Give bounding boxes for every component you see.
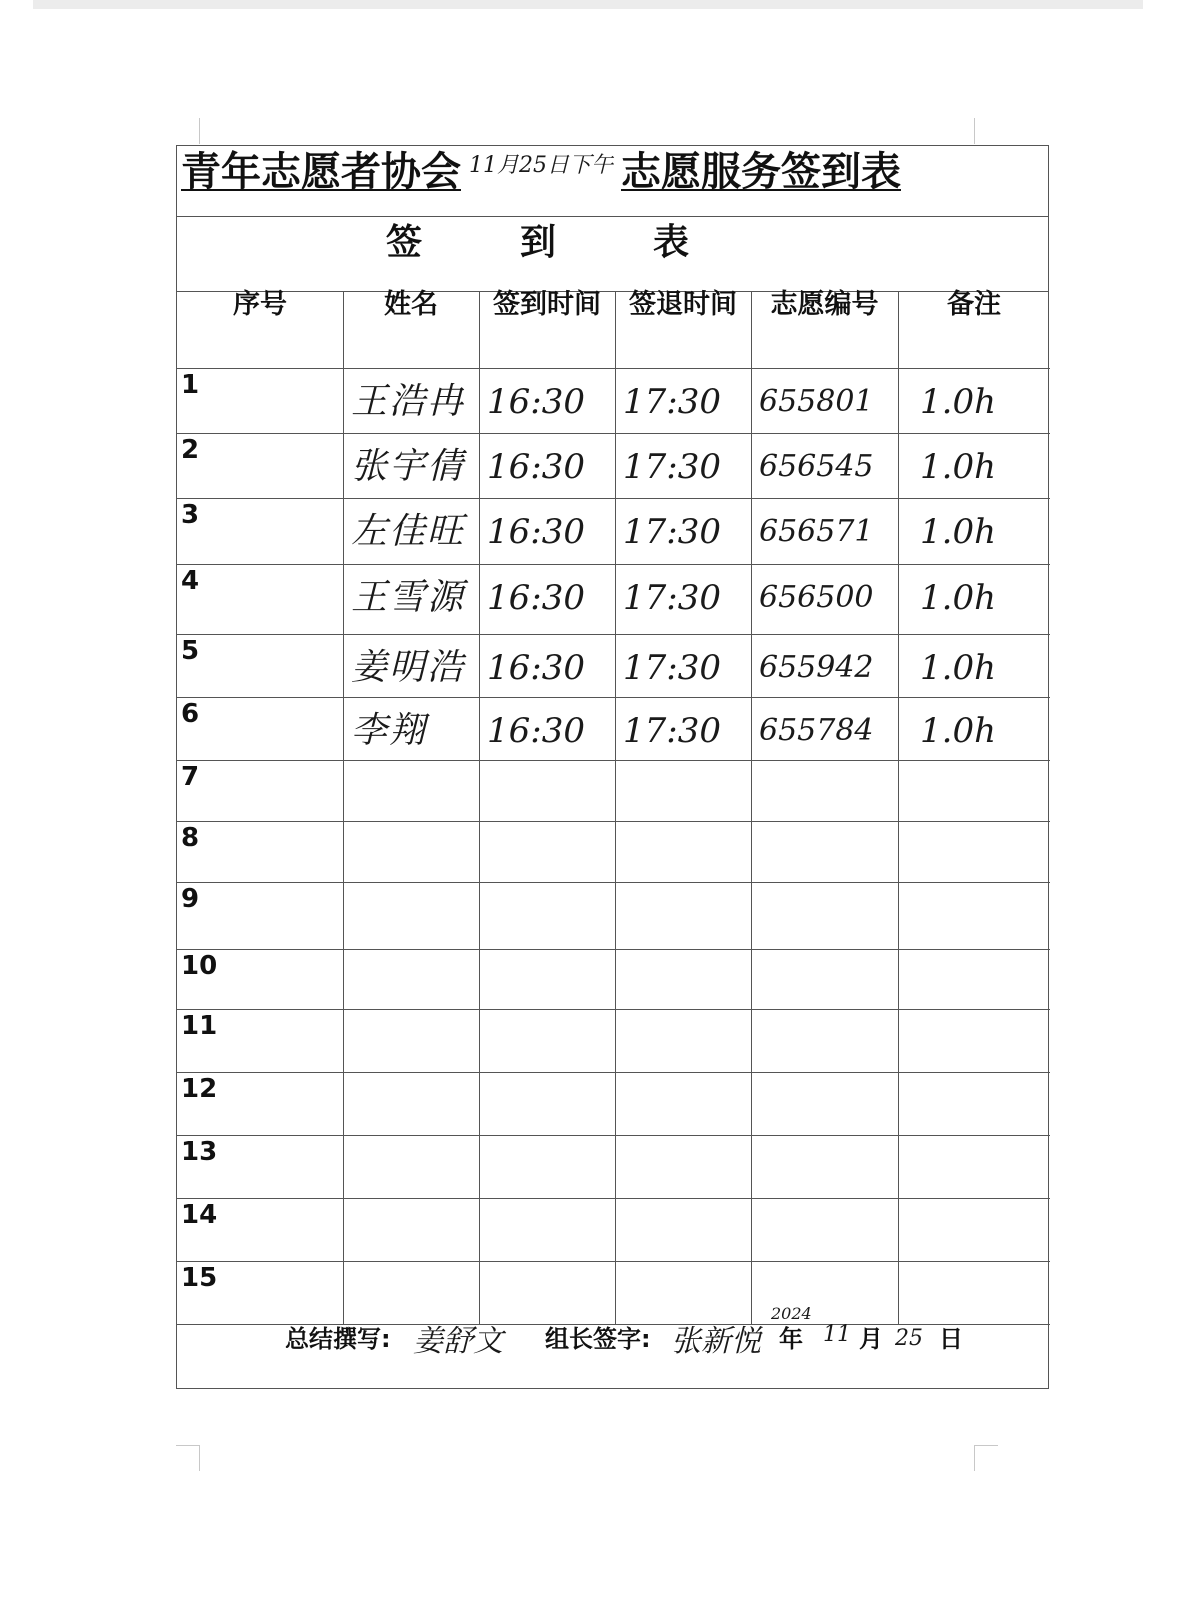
leader-signature: 张新悦	[671, 1324, 761, 1359]
summary-label: 总结撰写:	[285, 1325, 391, 1353]
row-number: 9	[181, 884, 200, 914]
row-number: 2	[181, 435, 200, 465]
sheet-title-start: 青年志愿者协会	[181, 149, 461, 195]
volunteer-id-cell: 655784	[759, 713, 874, 748]
name-cell: 左佳旺	[351, 511, 466, 552]
name-cell: 张宇倩	[351, 446, 466, 487]
year-value: 2024	[771, 1304, 812, 1323]
row-rule	[177, 882, 1050, 883]
sign-out-cell: 17:30	[623, 447, 721, 487]
row-rule	[177, 1198, 1050, 1199]
row-number: 5	[181, 636, 200, 666]
column-rule	[343, 291, 344, 1324]
sign-out-cell: 17:30	[623, 512, 721, 552]
day-value: 25	[895, 1326, 923, 1351]
row-rule	[177, 498, 1050, 499]
name-cell: 王浩冉	[351, 381, 466, 422]
row-number: 3	[181, 500, 200, 530]
subtitle-char-2: 到	[520, 222, 557, 263]
column-rule	[479, 291, 480, 1324]
row-number: 15	[181, 1263, 218, 1293]
row-rule	[177, 697, 1050, 698]
note-cell: 1.0h	[920, 648, 996, 688]
note-cell: 1.0h	[920, 382, 996, 422]
column-rule	[751, 291, 752, 1324]
row-number: 7	[181, 762, 200, 792]
column-rule	[898, 291, 899, 1324]
row-rule	[177, 821, 1050, 822]
subtitle-char-1: 签	[386, 222, 423, 263]
row-number: 10	[181, 951, 218, 981]
sign-in-cell: 16:30	[487, 447, 585, 487]
row-rule	[177, 634, 1050, 635]
crop-mark-bottom-right-h	[974, 1445, 998, 1446]
sign-in-cell: 16:30	[487, 711, 585, 751]
sheet-title-end: 志愿服务签到表	[621, 149, 901, 195]
note-cell: 1.0h	[920, 578, 996, 618]
note-cell: 1.0h	[920, 711, 996, 751]
header-sign-in-time: 签到时间	[493, 289, 601, 320]
note-cell: 1.0h	[920, 447, 996, 487]
header-no: 序号	[233, 289, 287, 320]
row-number: 13	[181, 1137, 218, 1167]
row-rule	[177, 760, 1050, 761]
note-cell: 1.0h	[920, 512, 996, 552]
top-bar	[33, 0, 1143, 9]
summary-signature: 姜舒文	[413, 1324, 503, 1359]
day-label: 日	[939, 1325, 963, 1353]
header-name: 姓名	[384, 289, 438, 320]
sign-out-cell: 17:30	[623, 382, 721, 422]
header-note: 备注	[947, 289, 1001, 320]
crop-mark-bottom-left-v	[199, 1445, 200, 1471]
volunteer-id-cell: 655942	[759, 650, 874, 685]
name-cell: 李翔	[351, 710, 428, 751]
sign-in-sheet	[176, 145, 1049, 1389]
row-number: 6	[181, 699, 200, 729]
sign-in-cell: 16:30	[487, 382, 585, 422]
crop-mark-bottom-right-v	[974, 1445, 975, 1471]
crop-mark-bottom-left-h	[176, 1445, 200, 1446]
name-cell: 王雪源	[351, 577, 466, 618]
volunteer-id-cell: 656500	[759, 580, 874, 615]
row-rule	[177, 1009, 1050, 1010]
month-value: 11	[823, 1322, 851, 1347]
row-rule	[177, 564, 1050, 565]
year-label: 年	[779, 1325, 803, 1353]
sheet-title-handwritten-date: 11月25日下午	[469, 153, 613, 178]
month-label: 月	[859, 1325, 883, 1353]
crop-mark-top-left	[199, 118, 200, 144]
sign-out-cell: 17:30	[623, 648, 721, 688]
row-number: 8	[181, 823, 200, 853]
row-rule	[177, 1261, 1050, 1262]
row-number: 14	[181, 1200, 218, 1230]
sign-out-cell: 17:30	[623, 711, 721, 751]
volunteer-id-cell: 656571	[759, 514, 874, 549]
sign-out-cell: 17:30	[623, 578, 721, 618]
leader-label: 组长签字:	[545, 1325, 651, 1353]
row-rule	[177, 949, 1050, 950]
subtitle-char-3: 表	[653, 222, 690, 263]
header-volunteer-id: 志愿编号	[770, 289, 879, 320]
crop-mark-top-right	[974, 118, 975, 144]
column-rule	[615, 291, 616, 1324]
volunteer-id-cell: 655801	[759, 384, 874, 419]
row-rule	[177, 1072, 1050, 1073]
row-rule	[177, 1135, 1050, 1136]
header-sign-out-time: 签退时间	[629, 289, 737, 320]
row-number: 12	[181, 1074, 218, 1104]
volunteer-id-cell: 656545	[759, 449, 874, 484]
row-number: 11	[181, 1011, 218, 1041]
row-rule	[177, 368, 1050, 369]
rule-title	[177, 216, 1048, 217]
sign-in-cell: 16:30	[487, 578, 585, 618]
row-number: 4	[181, 566, 200, 596]
row-rule	[177, 433, 1050, 434]
name-cell: 姜明浩	[351, 647, 466, 688]
row-number: 1	[181, 370, 200, 400]
sign-in-cell: 16:30	[487, 648, 585, 688]
sign-in-cell: 16:30	[487, 512, 585, 552]
